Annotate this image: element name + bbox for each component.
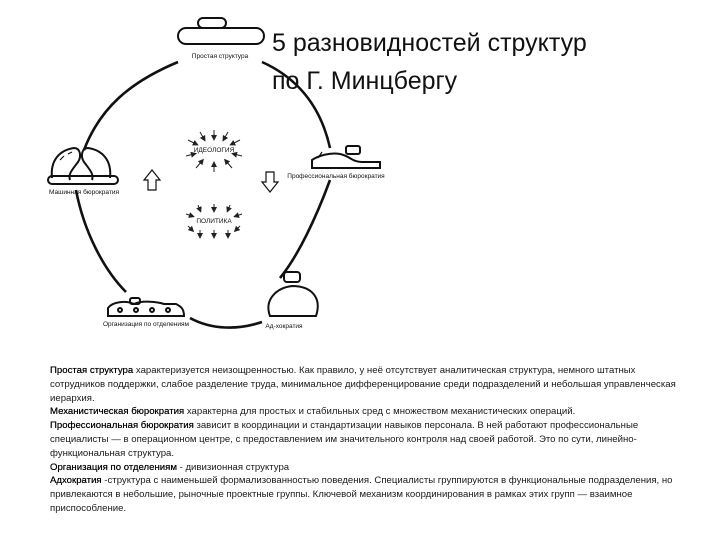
- arc-right-bottomright: [280, 180, 330, 278]
- paragraph-simple: [50, 364, 690, 405]
- paragraph-professional: [50, 419, 690, 460]
- node-label-professional: Профессиональная бюрократия: [287, 173, 385, 180]
- divisional-structure-icon: [108, 298, 184, 316]
- paragraph-machine: [50, 405, 690, 419]
- text-adhocracy: -структура с наименьшей формализованностью поведения. Специалисты группируются в функциональные подразделения, но привлекаются в небольшие, рыночные проектные группы. Ключевой механизм координирования в рамках этих групп — взаимное приспособление.: [50, 475, 673, 514]
- up-arrow-icon: [144, 170, 160, 190]
- node-label-machine: Машинная бюрократия: [49, 189, 119, 196]
- simple-structure-icon: [178, 18, 264, 44]
- text-divisional: - дивизионная структура: [176, 461, 290, 473]
- term-professional: Профессиональная бюрократия: [50, 420, 194, 432]
- force-label-politics: ПОЛИТИКА: [196, 218, 232, 225]
- down-arrow-icon: [262, 172, 278, 192]
- title-line-1: 5 разновидностей структур: [272, 29, 587, 57]
- arc-top-right: [262, 62, 330, 148]
- adhocracy-icon: [268, 272, 317, 316]
- force-label-ideology: ИДЕОЛОГИЯ: [193, 147, 235, 154]
- professional-bureaucracy-icon: [312, 146, 380, 168]
- term-adhocracy: Адхократия: [50, 475, 102, 487]
- description-text: [50, 364, 690, 516]
- node-label-divisional: Организация по отделениям: [103, 321, 189, 328]
- paragraph-adhocracy: [50, 474, 690, 515]
- paragraph-divisional: [50, 461, 690, 475]
- arc-bottom: [190, 318, 262, 328]
- arc-top-left: [84, 62, 178, 150]
- term-divisional: Организация по отделениям: [50, 461, 177, 473]
- text-machine: характерна для простых и стабильных сред с множеством механистических операций.: [184, 406, 576, 418]
- node-label-adhocracy: Ад-хократия: [265, 323, 303, 330]
- term-machine: Механистическая бюрократия: [50, 406, 185, 418]
- node-label-simple: Простая структура: [191, 53, 249, 60]
- text-simple: характеризуется неизощренностью. Как правило, у неё отсутствует аналитическая структура, немного штатных сотрудников поддержки, слабое разделение труда, минимальное дифференцирование среди подразделений и небольшая управленческая иерархия.: [50, 365, 676, 404]
- title-line-2: по Г. Минцбергу: [272, 67, 458, 95]
- text-professional: зависит в координации и стандартизации навыков персонала. В ней работают профессиональные специалисты — в операционном центре, с предоставлением им значительного контроля над своей работой. Это по сути, линейно-функциональная структура.: [50, 420, 639, 459]
- arc-left-bottomleft: [76, 190, 126, 292]
- term-simple: Простая структура: [50, 365, 134, 376]
- machine-bureaucracy-icon: [48, 148, 118, 184]
